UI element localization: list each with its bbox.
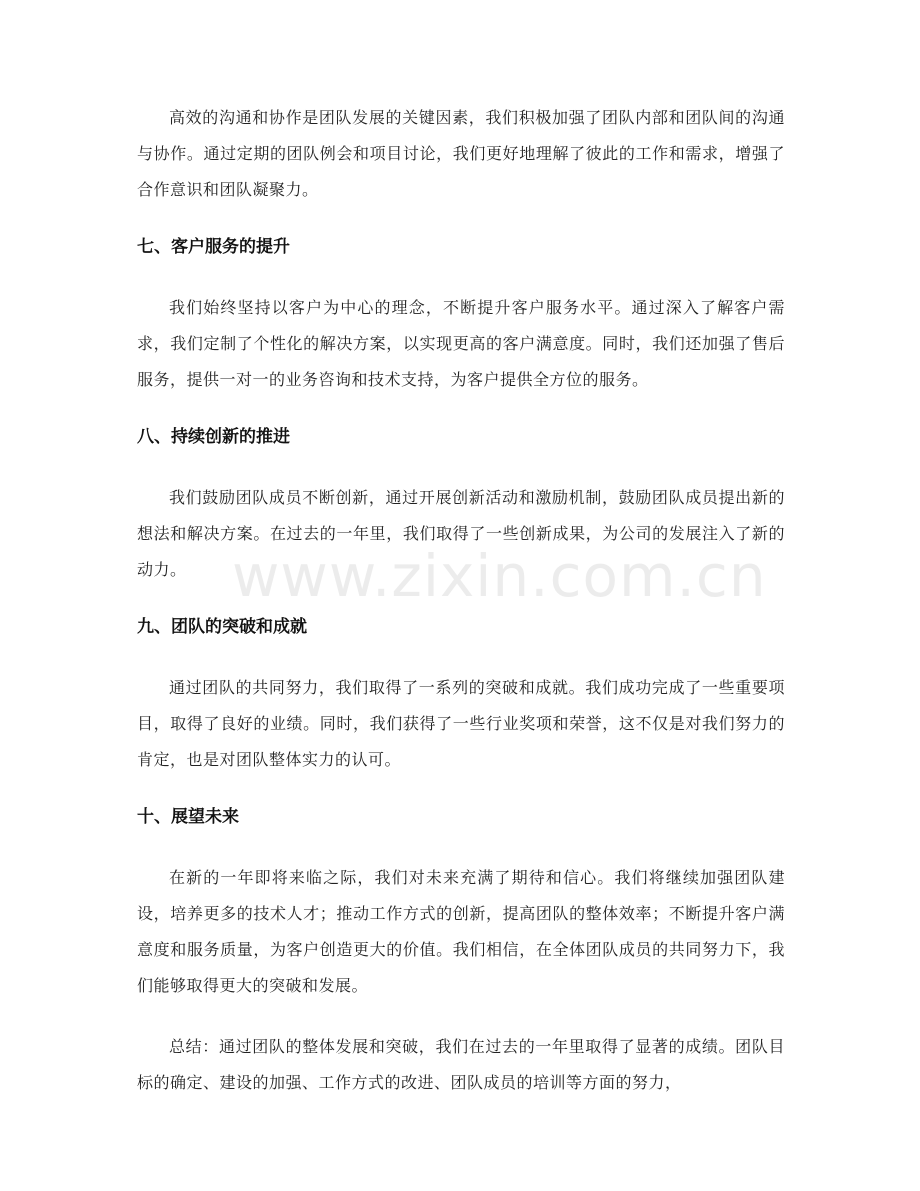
section-heading-10: 十、展望未来 — [137, 807, 239, 827]
section-heading-8: 八、持续创新的推进 — [137, 427, 290, 447]
section-body-10: 在新的一年即将来临之际，我们对未来充满了期待和信心。我们将继续加强团队建设，培养更多的技术人才；推动工作方式的创新，提高团队的整体效率；不断提升客户满意度和服务质量，为客户创造更大的价值。我们相信，在全体团队成员的共同努力下，我们能够取得更大的突破和发展。 — [137, 868, 785, 995]
summary-paragraph: 总结：通过团队的整体发展和突破，我们在过去的一年里取得了显著的成绩。团队目标的确定、建设的加强、工作方式的改进、团队成员的培训等方面的努力， — [137, 1037, 785, 1092]
section-heading-7: 七、客户服务的提升 — [137, 237, 290, 257]
section-body-7: 我们始终坚持以客户为中心的理念，不断提升客户服务水平。通过深入了解客户需求，我们定制了个性化的解决方案，以实现更高的客户满意度。同时，我们还加强了售后服务，提供一对一的业务咨询和技术支持，为客户提供全方位的服务。 — [137, 298, 785, 389]
section-body-9: 通过团队的共同努力，我们取得了一系列的突破和成就。我们成功完成了一些重要项目，取得了良好的业绩。同时，我们获得了一些行业奖项和荣誉，这不仅是对我们努力的肯定，也是对团队整体实力的认可。 — [137, 678, 785, 769]
section-heading-9: 九、团队的突破和成就 — [137, 617, 307, 637]
watermark-text: www.zixin.com.cn — [232, 542, 767, 610]
section-body-8: 我们鼓励团队成员不断创新，通过开展创新活动和激励机制，鼓励团队成员提出新的想法和解决方案。在过去的一年里，我们取得了一些创新成果，为公司的发展注入了新的动力。 — [137, 488, 785, 579]
intro-paragraph: 高效的沟通和协作是团队发展的关键因素，我们积极加强了团队内部和团队间的沟通与协作。通过定期的团队例会和项目讨论，我们更好地理解了彼此的工作和需求，增强了合作意识和团队凝聚力。 — [137, 108, 785, 199]
document-body — [137, 100, 785, 1101]
